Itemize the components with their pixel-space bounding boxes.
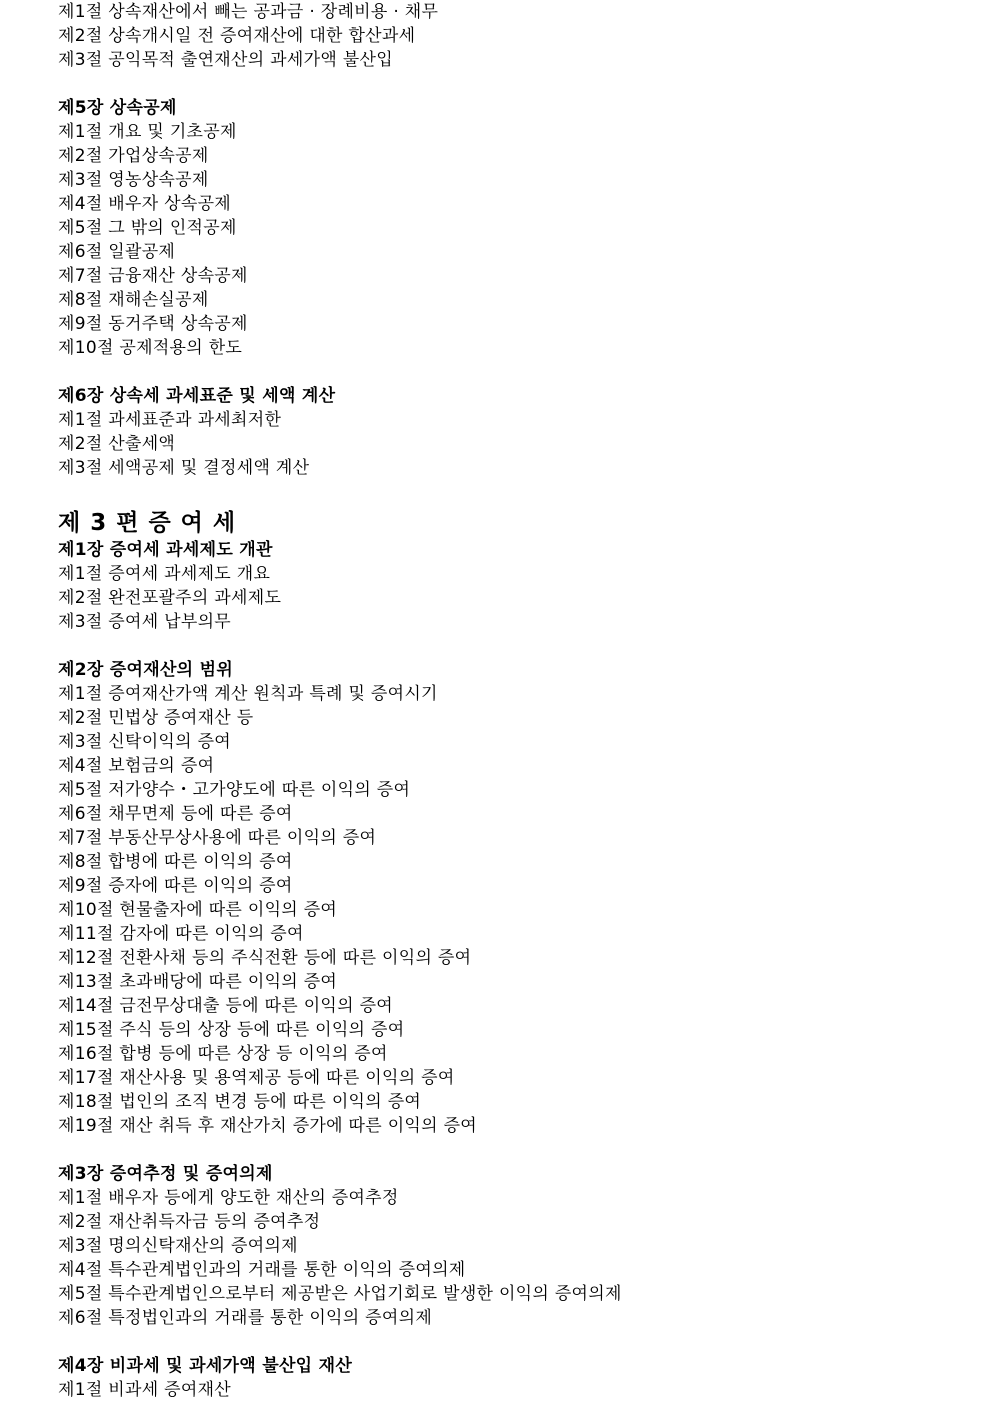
chapter-title: 제4장 비과세 및 과세가액 불산입 재산 (58, 1356, 353, 1376)
part3-chapter-1 (58, 538, 978, 634)
toc-section: 제3절 신탁이익의 증여 (58, 732, 232, 752)
toc-section: 제2절 재산취득자금 등의 증여추정 (58, 1212, 321, 1232)
toc-section: 제2절 민법상 증여재산 등 (58, 708, 254, 728)
toc-section: 제2절 가업상속공제 (58, 146, 209, 166)
toc-section: 제4절 배우자 상속공제 (58, 194, 232, 214)
toc-section: 제1절 배우자 등에게 양도한 재산의 증여추정 (58, 1188, 399, 1208)
toc-section: 제12절 전환사채 등의 주식전환 등에 따른 이익의 증여 (58, 948, 472, 968)
toc-section: 제3절 공익목적 출연재산의 과세가액 불산입 (58, 50, 393, 70)
table-of-contents (58, 0, 978, 1402)
toc-section: 제5절 그 밖의 인적공제 (58, 218, 237, 238)
part3-chapter-2 (58, 658, 978, 1138)
toc-section: 제7절 부동산무상사용에 따른 이익의 증여 (58, 828, 377, 848)
toc-section: 제6절 특정법인과의 거래를 통한 이익의 증여의제 (58, 1308, 433, 1328)
toc-section: 제1절 상속재산에서 빼는 공과금 · 장례비용 · 채무 (58, 2, 439, 22)
toc-section: 제1절 증여재산가액 계산 원칙과 특례 및 증여시기 (58, 684, 438, 704)
toc-section: 제13절 초과배당에 따른 이익의 증여 (58, 972, 338, 992)
toc-section: 제3절 증여세 납부의무 (58, 612, 232, 632)
toc-section: 제10절 현물출자에 따른 이익의 증여 (58, 900, 338, 920)
toc-section: 제8절 재해손실공제 (58, 290, 209, 310)
toc-section: 제5절 특수관계법인으로부터 제공받은 사업기회로 발생한 이익의 증여의제 (58, 1284, 622, 1304)
toc-section: 제2절 완전포괄주의 과세제도 (58, 588, 282, 608)
toc-section: 제1절 과세표준과 과세최저한 (58, 410, 282, 430)
toc-section: 제4절 보험금의 증여 (58, 756, 215, 776)
part3-chapter-3 (58, 1162, 978, 1330)
toc-section: 제8절 합병에 따른 이익의 증여 (58, 852, 293, 872)
toc-section: 제19절 재산 취득 후 재산가치 증가에 따른 이익의 증여 (58, 1116, 478, 1136)
chapter-title: 제6장 상속세 과세표준 및 세액 계산 (58, 386, 336, 406)
toc-section: 제15절 주식 등의 상장 등에 따른 이익의 증여 (58, 1020, 405, 1040)
toc-section: 제9절 동거주택 상속공제 (58, 314, 248, 334)
toc-section: 제3절 명의신탁재산의 증여의제 (58, 1236, 298, 1256)
part3-chapter-4 (58, 1354, 978, 1402)
chapter-title: 제2장 증여재산의 범위 (58, 660, 234, 680)
toc-section: 제16절 합병 등에 따른 상장 등 이익의 증여 (58, 1044, 388, 1064)
chapter-4-sections (58, 0, 978, 72)
toc-section: 제1절 개요 및 기초공제 (58, 122, 237, 142)
toc-section: 제2절 상속개시일 전 증여재산에 대한 합산과세 (58, 26, 416, 46)
toc-section: 제1절 비과세 증여재산 (58, 1380, 232, 1400)
toc-section: 제7절 금융재산 상속공제 (58, 266, 248, 286)
part-title: 제 3 편 증 여 세 (58, 510, 237, 536)
toc-section: 제10절 공제적용의 한도 (58, 338, 243, 358)
chapter-title: 제3장 증여추정 및 증여의제 (58, 1164, 273, 1184)
chapter-5 (58, 96, 978, 360)
toc-section: 제6절 일괄공제 (58, 242, 176, 262)
chapter-title: 제1장 증여세 과세제도 개관 (58, 540, 273, 560)
toc-section: 제2절 산출세액 (58, 434, 176, 454)
chapter-6 (58, 384, 978, 480)
toc-section: 제17절 재산사용 및 용역제공 등에 따른 이익의 증여 (58, 1068, 455, 1088)
toc-section: 제3절 영농상속공제 (58, 170, 209, 190)
toc-section: 제14절 금전무상대출 등에 따른 이익의 증여 (58, 996, 394, 1016)
chapter-title: 제5장 상속공제 (58, 98, 177, 118)
toc-section: 제6절 채무면제 등에 따른 증여 (58, 804, 293, 824)
toc-section: 제5절 저가양수・고가양도에 따른 이익의 증여 (58, 780, 411, 800)
toc-section: 제1절 증여세 과세제도 개요 (58, 564, 271, 584)
toc-section: 제9절 증자에 따른 이익의 증여 (58, 876, 293, 896)
toc-section: 제4절 특수관계법인과의 거래를 통한 이익의 증여의제 (58, 1260, 466, 1280)
toc-section: 제11절 감자에 따른 이익의 증여 (58, 924, 304, 944)
toc-section: 제18절 법인의 조직 변경 등에 따른 이익의 증여 (58, 1092, 422, 1112)
toc-section: 제3절 세액공제 및 결정세액 계산 (58, 458, 310, 478)
